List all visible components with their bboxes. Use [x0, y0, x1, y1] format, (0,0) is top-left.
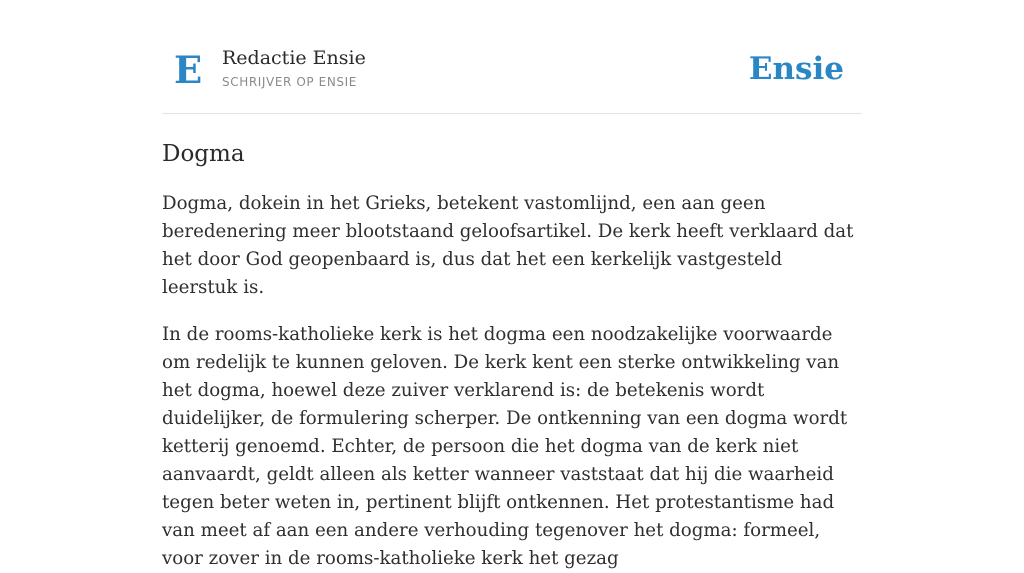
article-card	[162, 40, 862, 573]
brand-logo[interactable]: Ensie	[748, 51, 844, 87]
author-logo[interactable]: E	[174, 48, 203, 92]
author-header	[162, 40, 862, 114]
article-title: Dogma	[162, 141, 245, 167]
article-paragraph-2: In de rooms-katholieke kerk is het dogma een noodzakelijke voorwaarde om redelijk te kunnen geloven. De kerk kent een sterke ontwikkeling van het dogma, hoewel deze zuiver verklarend is: de betekenis wordt duidelijker, de formulering scherper. De ontkenning van een dogma wordt ketterij genoemd. Echter, de persoon die het dogma van de kerk niet aanvaardt, geldt alleen als ketter wanneer vaststaat dat hij die waarheid tegen beter weten in, pertinent blijft ontkennen. Het protestantisme had van meet af aan een andere verhouding tegenover het dogma: formeel, voor zover in de rooms-katholieke kerk het gezag	[162, 324, 848, 569]
author-name[interactable]: Redactie Ensie	[222, 47, 366, 69]
author-role: SCHRIJVER OP ENSIE	[222, 75, 357, 89]
article-paragraph-1: Dogma, dokein in het Grieks, betekent vastomlijnd, een aan geen beredenering meer blootstaand geloofsartikel. De kerk heeft verklaard dat het door God geopenbaard is, dus dat het een kerkelijk vastgesteld leerstuk is.	[162, 193, 854, 298]
